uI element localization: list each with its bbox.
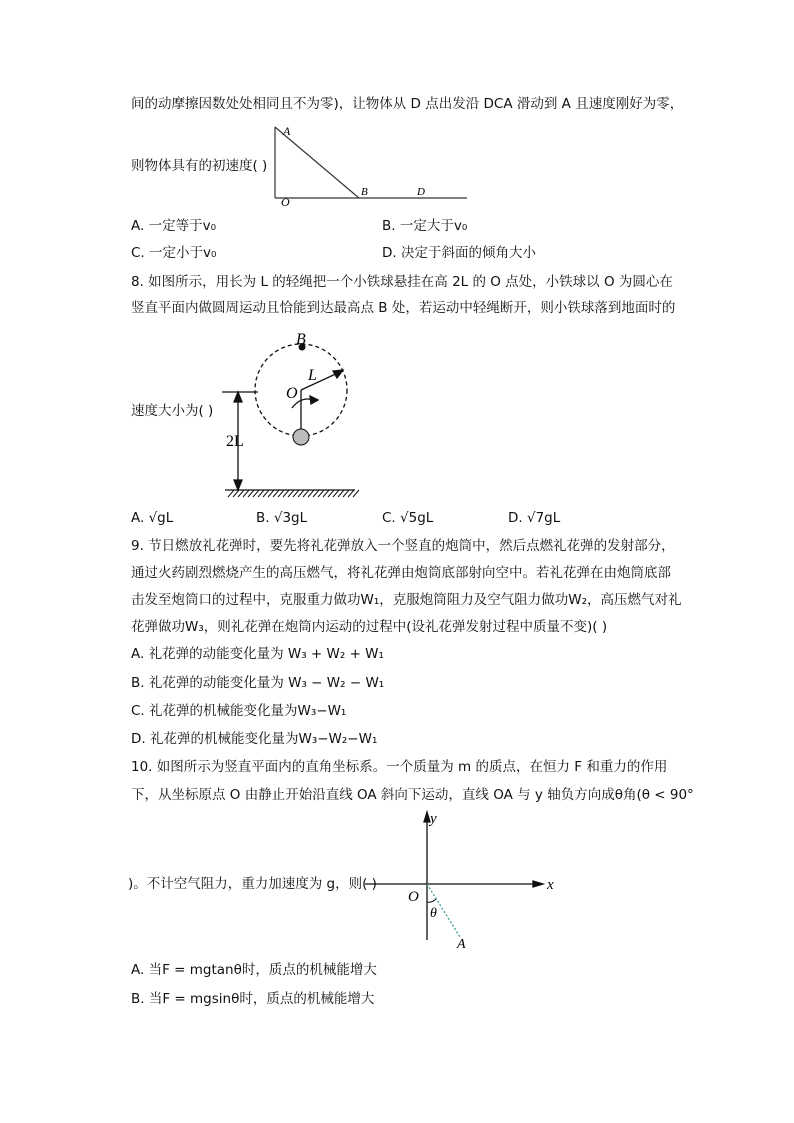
q10-text-line3: )。不计空气阻力，重力加速度为 g，则( )	[128, 876, 377, 892]
hatch-line	[258, 490, 264, 497]
q8-text-line2: 竖直平面内做圆周运动且恰能到达最高点 B 处，若运动中轻绳断开，则小铁球落到地面时的	[131, 300, 676, 316]
hatch-line	[353, 490, 359, 497]
label-a: A	[283, 124, 291, 138]
q7-option-d: D. 决定于斜面的倾角大小	[382, 245, 536, 261]
hatch-line	[308, 490, 314, 497]
circle-motion-figure	[222, 344, 355, 490]
q8-option-b: B. √3gL	[256, 510, 308, 526]
hatch-line	[278, 490, 284, 497]
label-o: O	[286, 385, 298, 402]
label-b: B	[296, 331, 306, 348]
q8-option-d: D. √7gL	[508, 510, 561, 526]
hatch-line	[243, 490, 249, 497]
q7-option-c: C. 一定小于v₀	[131, 245, 217, 261]
hatch-line	[338, 490, 344, 497]
q9-text-line1: 9. 节日燃放礼花弹时，要先将礼花弹放入一个竖直的炮筒中，然后点燃礼花弹的发射部分，	[131, 538, 675, 554]
q7-text-line1: 间的动摩擦因数处处相同且不为零)，让物体从 D 点出发沿 DCA 滑动到 A 且速度刚好为零，	[131, 96, 684, 112]
iron-ball	[293, 429, 309, 445]
q10-text-line1: 10. 如图所示为竖直平面内的直角坐标系。一个质量为 m 的质点，在恒力 F 和重力的作用	[131, 759, 668, 775]
hatch-line	[283, 490, 289, 497]
label-o: O	[281, 195, 290, 209]
q10-option-a: A. 当F = mgtanθ时，质点的机械能增大	[131, 962, 377, 978]
hatch-line	[303, 490, 309, 497]
q8-option-c: C. √5gL	[382, 510, 434, 526]
hatch-line	[253, 490, 259, 497]
hatch-line	[313, 490, 319, 497]
q10-option-b: B. 当F = mgsinθ时，质点的机械能增大	[131, 991, 375, 1007]
incline-figure	[275, 127, 467, 198]
hatch-line	[293, 490, 299, 497]
q7-option-b: B. 一定大于v₀	[382, 218, 468, 234]
label-o: O	[408, 889, 419, 905]
hatch-line	[333, 490, 339, 497]
hatch-line	[248, 490, 254, 497]
label-x: x	[547, 877, 554, 893]
hatch-line	[343, 490, 349, 497]
label-d: D	[417, 186, 425, 198]
hatch-line	[328, 490, 334, 497]
q9-option-d: D. 礼花弹的机械能变化量为W₃−W₂−W₁	[131, 731, 378, 747]
ground-hatching	[228, 490, 359, 497]
q9-text-line3: 击发至炮筒口的过程中，克服重力做功W₁，克服炮筒阻力及空气阻力做功W₂，高压燃气对礼	[131, 592, 682, 608]
q9-text-line2: 通过火药剧烈燃烧产生的高压燃气，将礼花弹由炮筒底部射向空中。若礼花弹在由炮筒底部	[131, 565, 671, 581]
hatch-line	[318, 490, 324, 497]
hatch-line	[298, 490, 304, 497]
coordinate-figure	[365, 812, 543, 940]
label-y: y	[430, 811, 437, 827]
q9-option-c: C. 礼花弹的机械能变化量为W₃−W₁	[131, 703, 347, 719]
hatch-line	[233, 490, 239, 497]
hatch-line	[348, 490, 354, 497]
hatch-line	[323, 490, 329, 497]
q10-text-line2: 下，从坐标原点 O 由静止开始沿直线 OA 斜向下运动，直线 OA 与 y 轴负方向成θ角(θ < 90°	[131, 787, 694, 803]
hatch-line	[268, 490, 274, 497]
q8-text-line1: 8. 如图所示，用长为 L 的轻绳把一个小铁球悬挂在高 2L 的 O 点处，小铁球以 O 为圆心在	[131, 274, 673, 290]
label-l: L	[308, 367, 317, 384]
q8-text-line3: 速度大小为( )	[131, 403, 214, 419]
q8-option-a: A. √gL	[131, 510, 174, 526]
hatch-line	[263, 490, 269, 497]
label-b: B	[361, 186, 368, 198]
label-theta: θ	[430, 906, 437, 921]
label-2l: 2L	[226, 433, 244, 450]
hatch-line	[228, 490, 234, 497]
hatch-line	[288, 490, 294, 497]
q9-option-b: B. 礼花弹的动能变化量为 W₃ − W₂ − W₁	[131, 675, 385, 691]
q9-text-line4: 花弹做功W₃，则礼花弹在炮筒内运动的过程中(设礼花弹发射过程中质量不变)( )	[131, 619, 608, 635]
hatch-line	[238, 490, 244, 497]
q7-option-a: A. 一定等于v₀	[131, 218, 216, 234]
label-a: A	[457, 937, 466, 952]
q9-option-a: A. 礼花弹的动能变化量为 W₃ + W₂ + W₁	[131, 646, 384, 662]
q7-text-line2: 则物体具有的初速度( )	[131, 158, 268, 174]
hatch-line	[273, 490, 279, 497]
